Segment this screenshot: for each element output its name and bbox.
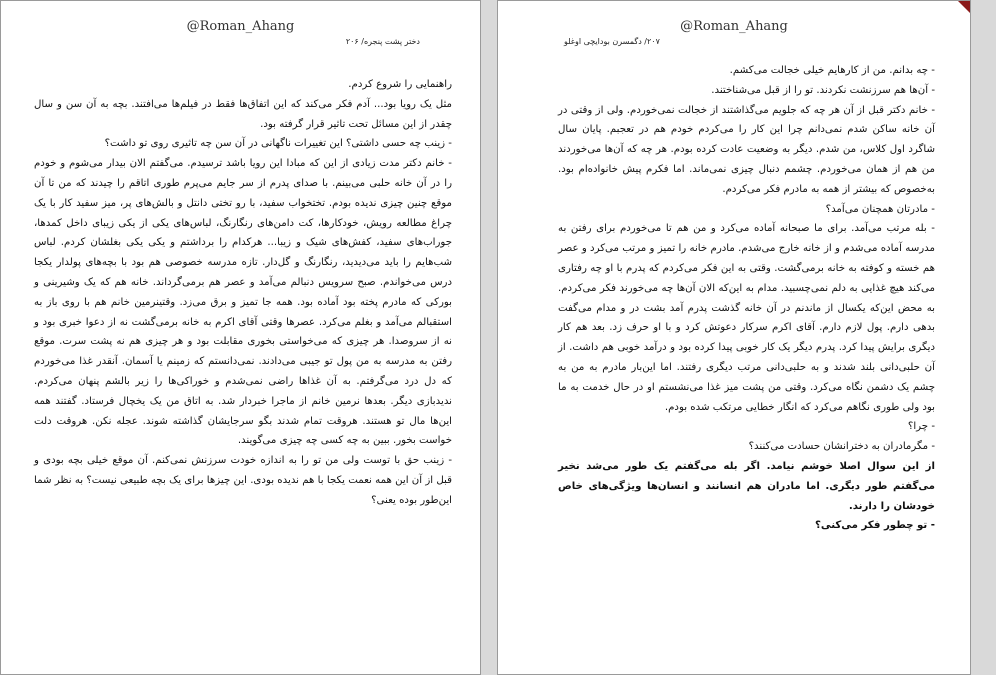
paragraph: - تو چطور فکر می‌کنی؟ — [815, 520, 935, 532]
paragraph: - چه بدانم. من از کارهایم خیلی خجالت می‌کشم. — [729, 65, 935, 76]
page-corner-marker — [958, 1, 970, 13]
watermark-handle: @Roman_Ahang — [680, 19, 788, 34]
paragraph: - زینب چه حسی داشتی؟ این تغییرات ناگهانی در آن سن چه تاثیری روی تو داشت؟ — [104, 138, 452, 150]
paragraph: راهنمایی را شروع کردم. — [348, 79, 452, 90]
paragraph: - آن‌ها هم سرزنشت نکردند. تو را از قبل می‌شناختند. — [711, 84, 935, 96]
watermark-handle: @Roman_Ahang — [186, 19, 295, 34]
paragraph: - خانم دکتر مدت زیادی از این که مبادا این رویا باشد ترسیدم. می‌گفتم الان بیدار می‌شوم و خودم را در آن خانه حلبی می‌بینم. با صدای پدرم از سر جایم می‌پرم طوری اتاقم را چیدند که من تا آن موقع چنین چیزی ندیده بودم. تختخواب سفید، با رو تختی دانتل و بالش‌های پر، میز سفید کار با یک چراغ مطالعه رویش، خودکارها، کت دامن‌های رنگارنگ، لباس‌های یکی از یکی زیبای داخل کمدها، جوراب‌های سفید، کفش‌های شیک و زیبا... هرکدام را برداشتم و یکی یکی بغلشان کردم. لباس شب‌هایم را باید می‌دیدید، رنگارنگ و گل‌دار. تازه مدرسه خصوصی هم بود با بچه‌های پولدار یکجا درس می‌خواندم. صبح سرویس دنبالم می‌آمد و عصر هم برمی‌گرداند. خانه هم که یک وشیرینی و بورکی که مادرم پخته بود آماده بود. همه جا تمیز و برق می‌زد. وقتینرمین خانم هم با روی باز به استقبالم می‌آمد و بغلم می‌کرد. عصرها وقتی آقای اکرم به خانه برمی‌گشت نه از دعوا خبری بود و نه از سروصدا. هر چیزی که می‌خواستی بخوری مقابلت بود و هر چیزی هم نه پشت سرت. موقع رفتن به مدرسه به من پول تو جیبی می‌دادند. نمی‌دانستم که زمینم یا آسمان. آنقدر غذا می‌خوردم که دل درد می‌گرفتم. به آن غذاها راضی نمی‌شدم و خوراکی‌ها را زیر بالشم پنهان می‌کردم. ندیدبازی دیگر. بعدها نرمین خانم از ماجرا خبردار شد. به اتاق من یک یخچال فرستاد. گفتند همه این‌ها مال تو هستند. هروقت تمام شدند بگو سرجایشان گذاشته شوند. عجله نکن. هروقت دلت خواست بخور. ببین به چه کسی چه چیزی می‌گویند. — [34, 158, 452, 447]
paragraph: مثل یک رویا بود... آدم فکر می‌کند که این اتفاق‌ها فقط در فیلم‌ها می‌افتند. بچه به آن سن و سال چقدر از این مسائل تحت تاثیر قرار گرفته بود. — [34, 98, 452, 130]
paragraph: - مادرتان همچنان می‌آمد؟ — [825, 203, 935, 215]
page-body — [558, 61, 935, 536]
right-page — [497, 0, 971, 675]
page-header: دختر پشت پنجره/ ۲۰۶ — [345, 37, 420, 46]
paragraph: - زینب حق با توست ولی من تو را به اندازه خودت سرزنش نمی‌کنم. آن موقع خیلی بچه بودی و قبل از آن این همه نعمت یکجا با هم ندیده بودی. این چیزها برای یک بچه طبیعی نیست؟ به نظر شما این‌طور بوده یعنی؟ — [34, 455, 452, 506]
paragraph: - مگرمادران به دخترانشان حسادت می‌کنند؟ — [748, 441, 935, 453]
page-header: ۲۰۷/ دگمسرن بودایچی اوغلو — [564, 37, 660, 46]
paragraph: - چرا؟ — [907, 421, 935, 433]
page-body — [34, 75, 452, 511]
paragraph: از این سوال اصلا خوشم نیامد. اگر بله می‌گفتم یک طور می‌شد نخیر می‌گفتم طور دیگری. اما مادران هم انسانند و انسان‌ها ویژگی‌های خاص خودشان را دارند. — [558, 460, 935, 512]
paragraph: - بله مرتب می‌آمد. برای ما صبحانه آماده می‌کرد و من هم تا می‌خوردم برای رفتن به مدرسه آماده می‌شدم و از خانه خارج می‌شدم. مادرم خانه را تمیز و مرتب می‌کرد و عصر هم خسته و کوفته به خانه برمی‌گشت. وقتی به این فکر می‌کردم که پدرم با او چه رفتاری می‌کند هیچ غذایی به دلم نمی‌چسبید. مدام به این‌که الان آن‌ها چه می‌خورند فکر می‌کردم. به محض این‌که یکسال از ماندنم در آن خانه گذشت پدرم آمد بشت در و مدام می‌گفت بدهی دارم. پول لازم دارم. آقای اکرم سرکار دعوتش کرد و با او حرف زد. بعد هم کار دیگری برایش پیدا کرد. پدرم دیگر یک کار خوبی پیدا کرده بود و درآمد خوبی هم داشت. از آن حلبی‌دانی بلند شدند و به حلبی‌دانی مرتب دیگری رفتند. اما این‌بار مادرم به من به چشم یک دشمن نگاه می‌کرد. وقتی من پشت میز غذا می‌نشستم او در حال خدمت به ما بود ولی طوری نگاهم می‌کرد که انگار خطایی مرتکب شده بودم. — [558, 223, 935, 413]
left-page — [0, 0, 481, 675]
paragraph: - خانم دکتر قبل از آن هر چه که جلویم می‌گذاشتند از خجالت نمی‌خوردم. ولی از وقتی در آن خانه ساکن شدم نمی‌دانم چرا این کار را می‌کردم خودم هم در تعجبم. پایان سال شاگرد اول کلاس، من شدم. دیگر به وضعیت عادت کرده بودم. هر چه که آن‌ها می‌خوردند من هم از همان می‌خوردم. چشمم دنبال چیزی نمی‌ماند. اما فکرم پیش خانواده‌ام بود. به‌خصوص که بیشتر از همه به مادرم فکر می‌کردم. — [558, 104, 935, 195]
